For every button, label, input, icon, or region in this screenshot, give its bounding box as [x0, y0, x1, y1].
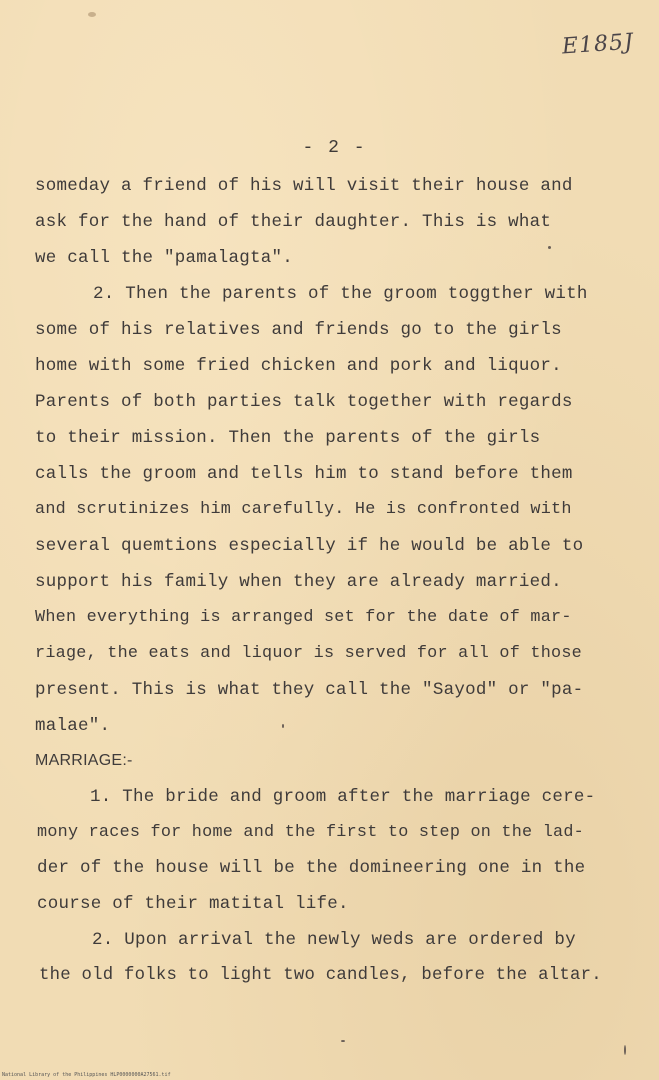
text-line: When everything is arranged set for the date of mar- [35, 608, 572, 627]
text-line: mony races for home and the first to step on the lad- [37, 823, 584, 842]
text-line: and scrutinizes him carefully. He is confronted with [35, 500, 572, 519]
scan-footer: National Library of the Philippines HLP0000000A27561.tif [2, 1072, 171, 1078]
text-line: support his family when they are already married. [35, 572, 562, 592]
text-line: 1. The bride and groom after the marriage cere- [90, 787, 596, 807]
text-line: several quemtions especially if he would be able to [35, 536, 584, 556]
section-heading: MARRIAGE:- [35, 752, 133, 769]
text-line: some of his relatives and friends go to the girls [35, 320, 562, 340]
page-number: - 2 - [302, 138, 367, 158]
text-line: the old folks to light two candles, before the altar. [39, 966, 602, 985]
text-line: Parents of both parties talk together with regards [35, 392, 573, 412]
text-line: 2. Then the parents of the groom toggther with [93, 284, 588, 304]
text-line: riage, the eats and liquor is served for all of those [35, 644, 582, 663]
text-line: ask for the hand of their daughter. This is what [35, 212, 552, 232]
text-line: course of their matital life. [37, 894, 349, 914]
text-line: present. This is what they call the "Sayod" or "pa- [35, 680, 584, 700]
text-line: we call the "pamalagta". [35, 248, 294, 268]
ink-speck [548, 246, 551, 249]
text-line: 2. Upon arrival the newly weds are ordered by [92, 930, 576, 950]
text-line: someday a friend of his will visit their house and [35, 176, 573, 196]
archive-number: E185J [561, 29, 635, 60]
text-line: calls the groom and tells him to stand before them [35, 464, 573, 484]
ink-speck [624, 1045, 626, 1055]
text-line: malae". [35, 716, 111, 736]
text-line: der of the house will be the domineering one in the [37, 858, 586, 878]
text-line: to their mission. Then the parents of the girls [35, 428, 541, 448]
paper-stain [88, 12, 96, 17]
ink-speck [282, 724, 284, 728]
ink-speck [341, 1040, 345, 1042]
text-line: home with some fried chicken and pork and liquor. [35, 356, 562, 376]
